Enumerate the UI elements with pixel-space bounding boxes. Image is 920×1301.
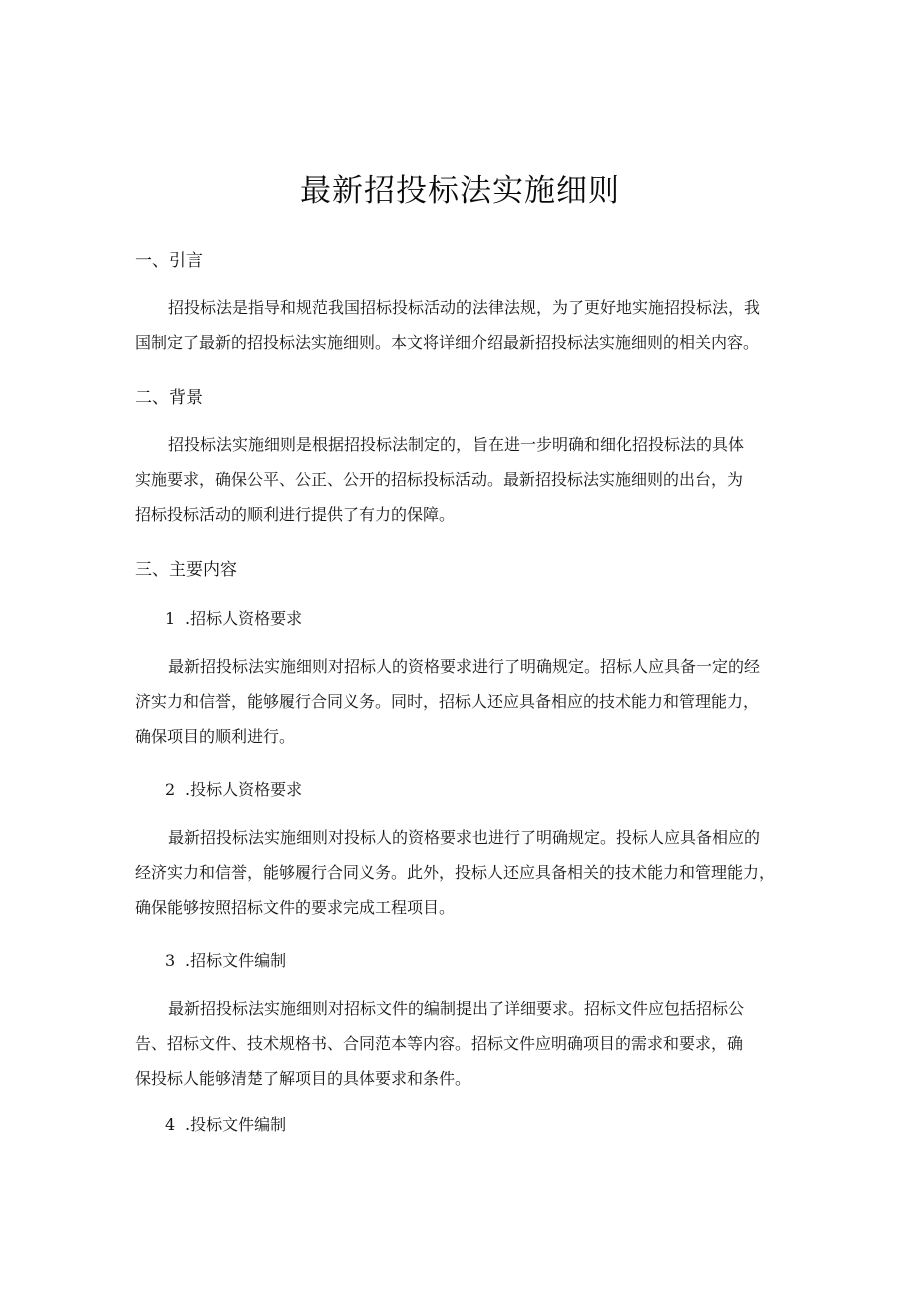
subsection-paragraph-2: [135, 820, 815, 925]
subsection-number: 4: [165, 1115, 176, 1134]
section-heading-background: 二、背景: [135, 388, 203, 408]
section-heading-intro: 一、引言: [135, 251, 203, 271]
subsection-heading-4: [165, 1112, 286, 1135]
paragraph-line: 确保项目的顺利进行。: [135, 727, 296, 746]
paragraph-line: 国制定了最新的招投标法实施细则。本文将详细介绍最新招投标法实施细则的相关内容。: [135, 333, 760, 352]
subsection-heading-1: [165, 606, 302, 629]
subsection-number: 3: [165, 951, 176, 970]
subsection-paragraph-3: [135, 991, 815, 1096]
subsection-number: 1: [165, 609, 176, 628]
intro-paragraph: [135, 290, 815, 360]
paragraph-line: 最新招投标法实施细则对投标人的资格要求也进行了明确规定。投标人应具备相应的: [168, 828, 761, 847]
paragraph-line: 济实力和信誉，能够履行合同义务。同时，招标人还应具备相应的技术能力和管理能力，: [135, 692, 760, 711]
background-paragraph: [135, 427, 815, 532]
subsection-heading-3: [165, 948, 286, 971]
paragraph-line: 招投标法实施细则是根据招投标法制定的，旨在进一步明确和细化招投标法的具体: [168, 435, 745, 454]
paragraph-line: 确保能够按照招标文件的要求完成工程项目。: [135, 898, 456, 917]
section-heading-main: 三、主要内容: [135, 560, 237, 580]
subsection-title: .投标人资格要求: [185, 780, 303, 799]
paragraph-line: 实施要求，确保公平、公正、公开的招标投标活动。最新招投标法实施细则的出台，为: [135, 470, 744, 489]
paragraph-line: 最新招投标法实施细则对招标人的资格要求进行了明确规定。招标人应具备一定的经: [168, 657, 761, 676]
paragraph-line: 最新招投标法实施细则对招标文件的编制提出了详细要求。招标文件应包括招标公: [168, 999, 745, 1018]
subsection-title: .招标人资格要求: [185, 609, 303, 628]
paragraph-line: 保投标人能够清楚了解项目的具体要求和条件。: [135, 1069, 472, 1088]
subsection-paragraph-1: [135, 649, 815, 754]
paragraph-line: 招投标法是指导和规范我国招标投标活动的法律法规，为了更好地实施招投标法，我: [168, 298, 761, 317]
paragraph-line: 招标投标活动的顺利进行提供了有力的保障。: [135, 505, 456, 524]
subsection-title: .投标文件编制: [185, 1115, 287, 1134]
document-title: 最新招投标法实施细则: [300, 173, 620, 209]
paragraph-line: 告、招标文件、技术规格书、合同范本等内容。招标文件应明确项目的需求和要求，确: [135, 1034, 744, 1053]
paragraph-line: 经济实力和信誉，能够履行合同义务。此外，投标人还应具备相关的技术能力和管理能力，: [135, 863, 776, 882]
subsection-heading-2: [165, 777, 302, 800]
subsection-number: 2: [165, 780, 176, 799]
subsection-title: .招标文件编制: [185, 951, 287, 970]
